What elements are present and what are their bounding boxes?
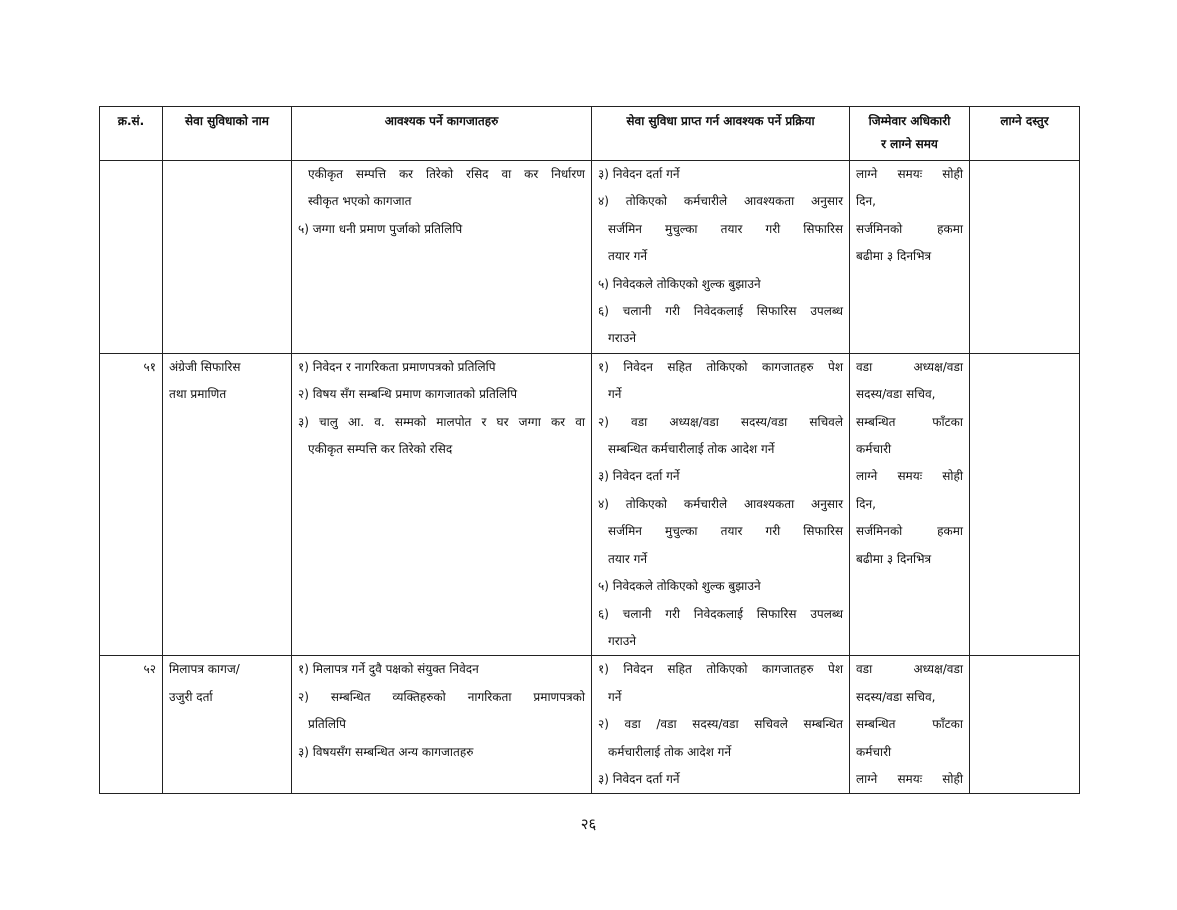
- officer-line: सर्जमिनको हकमा: [856, 221, 963, 236]
- process-line: ४) तोकिएको कर्मचारीले आवश्यकता अनुसार: [598, 194, 843, 209]
- header-officer-line2: र लाग्ने समय: [881, 137, 938, 151]
- document-line: एकीकृत सम्पत्ति कर तिरेको रसिद: [308, 442, 453, 457]
- service-table: [99, 106, 1080, 794]
- process-line: कर्मचारीलाई तोक आदेश गर्ने: [608, 744, 732, 759]
- header-officer: [850, 107, 970, 161]
- officer-line: दिन,: [856, 496, 876, 511]
- row-officer: [850, 161, 970, 354]
- table-row: [100, 656, 1080, 794]
- document-line: प्रतिलिपि: [308, 717, 346, 732]
- officer-line: लाग्ने समयः सोही: [856, 167, 963, 181]
- row-fee: [970, 161, 1080, 354]
- process-line: सर्जमिन मुचुल्का तयार गरी सिफारिस: [608, 221, 843, 236]
- officer-line: सदस्य/वडा सचिव,: [856, 387, 936, 402]
- document-line: ३) चालु आ. व. सम्मको मालपोत र घर जग्गा कर वा: [298, 414, 585, 429]
- document-line: १) मिलापत्र गर्ने दुवै पक्षको संयुक्त निवेदन: [298, 662, 479, 677]
- process-line: २) वडा अध्यक्ष/वडा सदस्य/वडा सचिवले: [598, 414, 843, 429]
- officer-line: सम्बन्धित फाँटका: [856, 414, 963, 429]
- officer-line: कर्मचारी: [856, 744, 892, 759]
- page-number: २६: [580, 815, 597, 833]
- row-officer: [850, 353, 970, 655]
- officer-line: कर्मचारी: [856, 442, 892, 457]
- row-sn: [100, 161, 163, 354]
- process-line: ४) तोकिएको कर्मचारीले आवश्यकता अनुसार: [598, 496, 843, 511]
- row-service: [163, 161, 292, 354]
- header-officer-line1: जिम्मेवार अधिकारी: [868, 114, 951, 128]
- officer-line: सम्बन्धित फाँटका: [856, 717, 963, 732]
- row-process: [592, 161, 850, 354]
- process-line: २) वडा /वडा सदस्य/वडा सचिवले सम्बन्धित: [598, 717, 843, 732]
- row-documents: [292, 353, 592, 655]
- row-fee: [970, 353, 1080, 655]
- row-process: [592, 656, 850, 794]
- officer-line: लाग्ने समयः सोही: [856, 771, 963, 786]
- row-sn: ५१: [100, 353, 163, 655]
- row-sn: ५२: [100, 656, 163, 794]
- service-line: मिलापत्र कागज/: [169, 662, 240, 677]
- process-line: गर्ने: [608, 387, 622, 402]
- process-line: ३) निवेदन दर्ता गर्ने: [598, 469, 680, 484]
- process-line: गर्ने: [608, 689, 622, 704]
- header-fee: लाग्ने दस्तुर: [970, 107, 1080, 161]
- header-process: सेवा सुविधा प्राप्त गर्न आवश्यक पर्ने प्रक्रिया: [592, 107, 850, 161]
- row-fee: [970, 656, 1080, 794]
- officer-line: सदस्य/वडा सचिव,: [856, 689, 936, 704]
- document-line: १) निवेदन र नागरिकता प्रमाणपत्रको प्रतिलिपि: [298, 359, 496, 374]
- process-line: सर्जमिन मुचुल्का तयार गरी सिफारिस: [608, 524, 843, 539]
- officer-line: बढीमा ३ दिनभित्र: [856, 551, 932, 566]
- row-documents: [292, 161, 592, 354]
- header-sn: क्र.सं.: [100, 107, 163, 161]
- header-documents: आवश्यक पर्ने कागजातहरु: [292, 107, 592, 161]
- header-row: [100, 107, 1080, 161]
- process-line: गराउने: [608, 633, 637, 648]
- process-line: ५) निवेदकले तोकिएको शुल्क बुझाउने: [598, 276, 761, 291]
- row-officer: [850, 656, 970, 794]
- document-line: स्वीकृत भएको कागजात: [308, 194, 412, 209]
- document-line: ५) जग्गा धनी प्रमाण पुर्जाको प्रतिलिपि: [298, 221, 463, 236]
- process-line: ६) चलानी गरी निवेदकलाई सिफारिस उपलब्ध: [598, 606, 843, 621]
- document-line: २) विषय सँग सम्बन्धि प्रमाण कागजातको प्रतिलिपि: [298, 387, 518, 402]
- process-line: १) निवेदन सहित तोकिएको कागजातहरु पेश: [598, 662, 843, 677]
- row-service: [163, 656, 292, 794]
- service-line: उजुरी दर्ता: [169, 689, 213, 704]
- document-line: २) सम्बन्धित व्यक्तिहरुको नागरिकता प्रमाणपत्रको: [298, 689, 585, 704]
- process-line: ५) निवेदकले तोकिएको शुल्क बुझाउने: [598, 579, 761, 594]
- process-line: सम्बन्धित कर्मचारीलाई तोक आदेश गर्ने: [608, 442, 775, 457]
- process-line: गराउने: [608, 331, 637, 346]
- officer-line: बढीमा ३ दिनभित्र: [856, 249, 932, 264]
- row-process: [592, 353, 850, 655]
- table-row: [100, 353, 1080, 655]
- process-line: ३) निवेदन दर्ता गर्ने: [598, 167, 680, 181]
- document-line: ३) विषयसँग सम्बन्धित अन्य कागजातहरु: [298, 744, 474, 759]
- officer-line: सर्जमिनको हकमा: [856, 524, 963, 539]
- process-line: ३) निवेदन दर्ता गर्ने: [598, 771, 680, 786]
- officer-line: वडा अध्यक्ष/वडा: [856, 359, 963, 374]
- officer-line: वडा अध्यक्ष/वडा: [856, 662, 963, 677]
- document-line: एकीकृत सम्पत्ति कर तिरेको रसिद वा कर निर्धारण: [308, 167, 585, 181]
- officer-line: दिन,: [856, 194, 876, 209]
- process-line: तयार गर्ने: [608, 551, 648, 566]
- officer-line: लाग्ने समयः सोही: [856, 469, 963, 484]
- header-service: सेवा सुविधाको नाम: [163, 107, 292, 161]
- row-documents: [292, 656, 592, 794]
- row-service: [163, 353, 292, 655]
- service-line: अंग्रेजी सिफारिस: [169, 359, 241, 374]
- service-line: तथा प्रमाणित: [169, 387, 227, 402]
- table-row: [100, 161, 1080, 354]
- process-line: ६) चलानी गरी निवेदकलाई सिफारिस उपलब्ध: [598, 304, 843, 319]
- process-line: १) निवेदन सहित तोकिएको कागजातहरु पेश: [598, 359, 843, 374]
- process-line: तयार गर्ने: [608, 249, 648, 264]
